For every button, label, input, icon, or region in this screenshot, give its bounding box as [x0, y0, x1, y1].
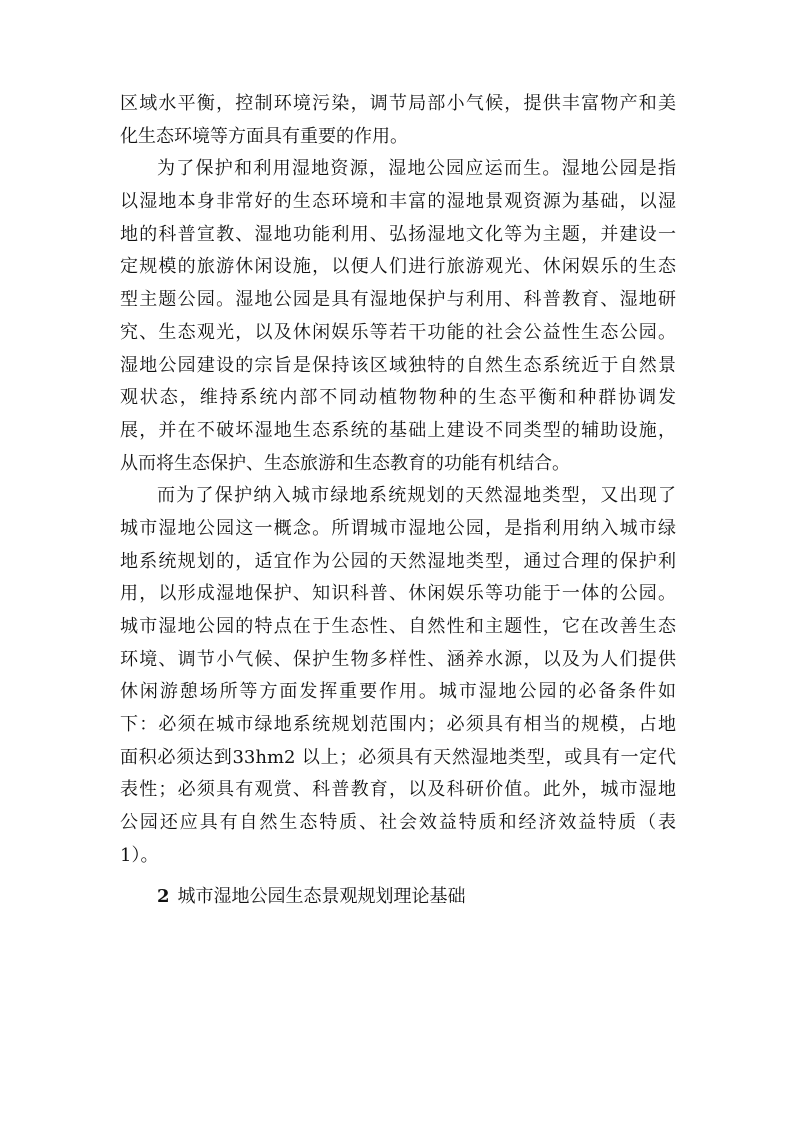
- text-line: 区域水平衡，控制环境污染，调节局部小气候，提供丰富物产和美: [120, 93, 676, 114]
- paragraph-continuation: [120, 88, 676, 153]
- text-line: 究、生态观光，以及休闲娱乐等若干功能的社会公益性生态公园。: [120, 321, 676, 343]
- paragraph-wetland-park: [120, 153, 676, 480]
- text-line: 面积必须达到33hm2 以上；必须具有天然湿地类型，或具有一定代: [120, 746, 676, 768]
- text-line: 地的科普宣教、湿地功能利用、弘扬湿地文化等为主题，并建设一: [120, 223, 676, 245]
- text-line: 休闲游憩场所等方面发挥重要作用。城市湿地公园的必备条件如: [120, 681, 676, 703]
- text-line: 为了保护和利用湿地资源，湿地公园应运而生。湿地公园是指: [157, 158, 676, 180]
- text-line: 下：必须在城市绿地系统规划范围内；必须具有相当的规模，占地: [120, 714, 676, 736]
- text-line: 环境、调节小气候、保护生物多样性、涵养水源，以及为人们提供: [120, 648, 676, 670]
- text-line: 湿地公园建设的宗旨是保持该区域独特的自然生态系统近于自然景: [120, 354, 676, 376]
- section-title: 城市湿地公园生态景观规划理论基础: [177, 885, 466, 907]
- text-line: 展，并在不破坏湿地生态系统的基础上建设不同类型的辅助设施，: [120, 419, 676, 441]
- text-line: 以湿地本身非常好的生态环境和丰富的湿地景观资源为基础，以湿: [120, 191, 676, 213]
- paragraph-urban-wetland-park: [120, 480, 676, 872]
- section-number: 2: [157, 885, 170, 907]
- text-line: 1）。: [120, 844, 159, 866]
- text-line: 从而将生态保护、生态旅游和生态教育的功能有机结合。: [120, 452, 570, 474]
- text-line: 公园还应具有自然生态特质、社会效益特质和经济效益特质（表: [120, 812, 676, 834]
- document-body: [120, 88, 676, 913]
- text-line: 城市湿地公园这一概念。所谓城市湿地公园，是指利用纳入城市绿: [120, 517, 676, 539]
- text-line: 用，以形成湿地保护、知识科普、休闲娱乐等功能于一体的公园。: [120, 583, 676, 605]
- text-line: 城市湿地公园的特点在于生态性、自然性和主题性，它在改善生态: [120, 616, 676, 637]
- text-line: 而为了保护纳入城市绿地系统规划的天然湿地类型，又出现了: [157, 485, 676, 507]
- text-line: 地系统规划的，适宜作为公园的天然湿地类型，通过合理的保护利: [120, 550, 676, 572]
- text-line: 定规模的旅游休闲设施，以便人们进行旅游观光、休闲娱乐的生态: [120, 256, 676, 278]
- section-heading: [120, 881, 676, 914]
- text-line: 观状态，维持系统内部不同动植物物种的生态平衡和种群协调发: [120, 387, 676, 409]
- text-line: 化生态环境等方面具有重要的作用。: [120, 125, 408, 147]
- text-line: 型主题公园。湿地公园是具有湿地保护与利用、科普教育、湿地研: [120, 289, 676, 311]
- text-line: 表性；必须具有观赏、科普教育，以及科研价值。此外，城市湿地: [120, 779, 676, 801]
